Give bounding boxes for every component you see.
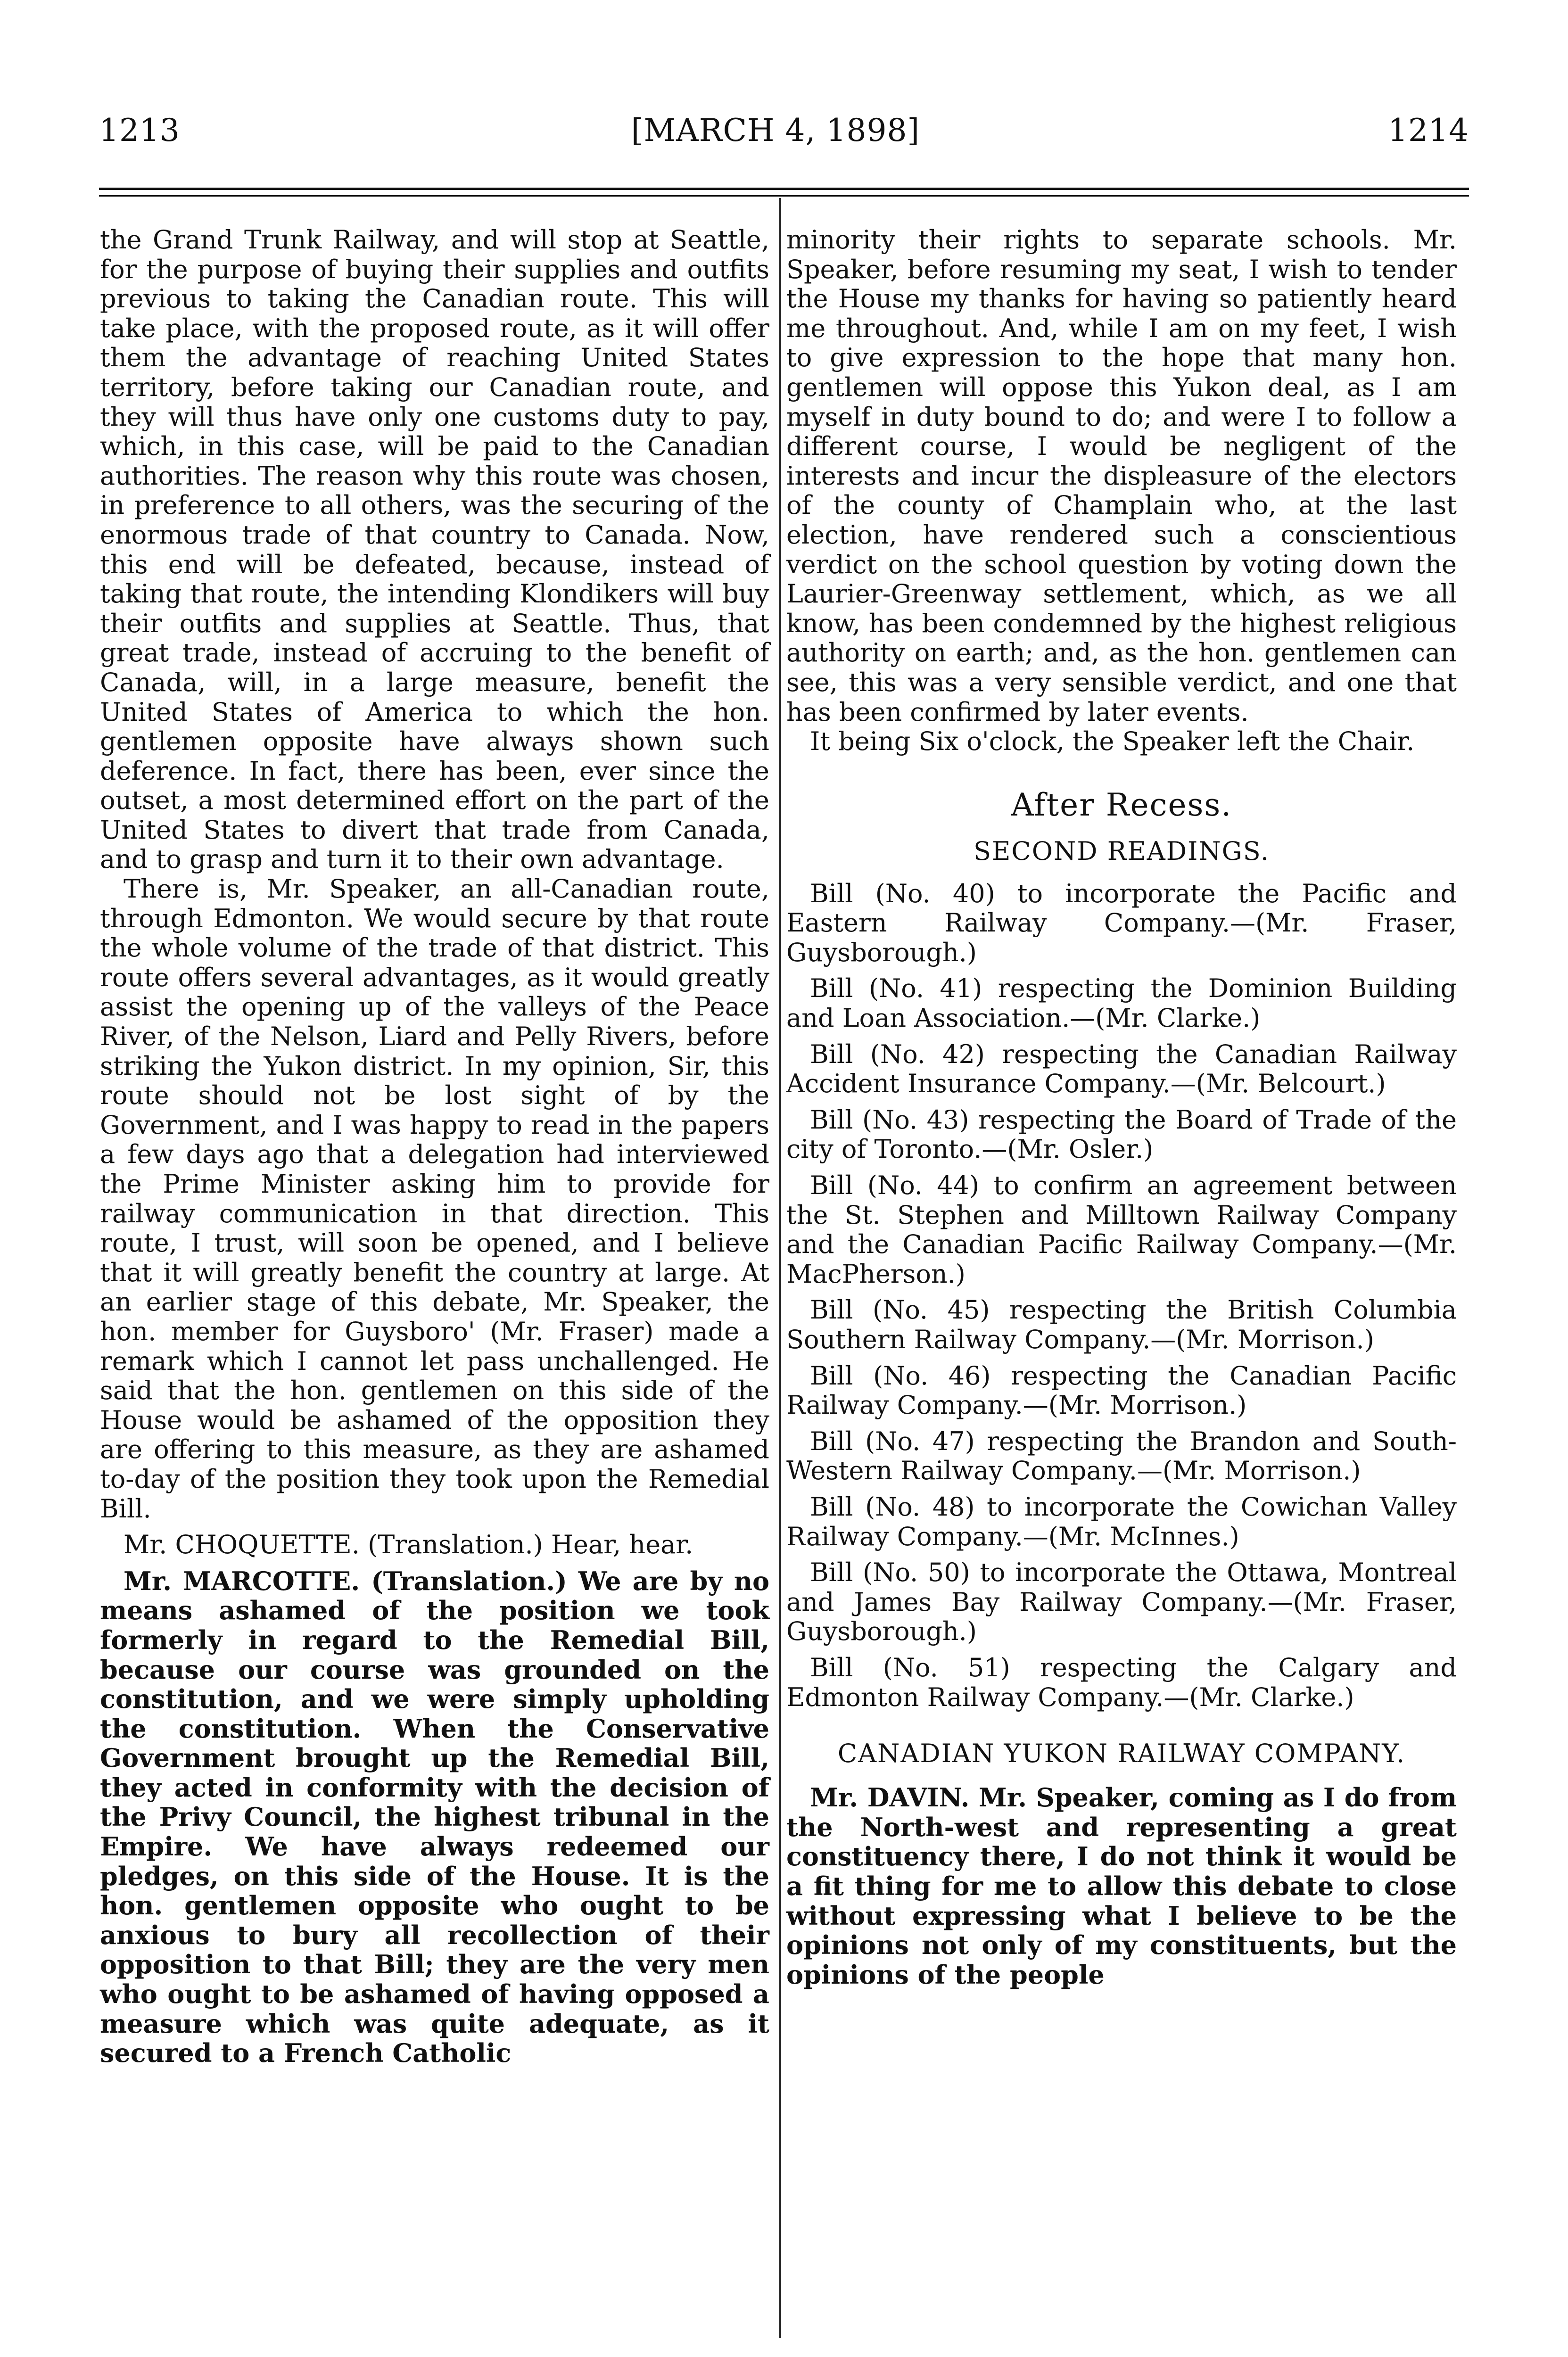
left-column [100, 225, 769, 2068]
bill-entry: Bill (No. 48) to incorporate the Cowichan Valley Railway Company.—(Mr. McInnes.) [786, 1492, 1457, 1551]
heading-after-recess: After Recess. [1011, 786, 1232, 823]
right-paragraph-1: minority their rights to separate schools. Mr. Speaker, before resuming my seat, I wish to tender the House my thanks for having so patiently heard me throughout. And, while I am on my feet, I wish to give expression to the hope that many hon. gentlemen will oppose this Yukon deal, as I am myself in duty bound to do; and were I to follow a different course, I would be negligent of the interests and incur the displeasure of the electors of the county of Champlain who, at the last election, have rendered such a conscientious verdict on the school question by voting down the Laurier-Greenway settlement, which, as we all know, has been condemned by the highest religious authority on earth; and, as the hon. gentlemen can see, this was a very sensible verdict, and one that has been confirmed by later events. [786, 225, 1457, 727]
right-column [786, 225, 1457, 1989]
bill-entry: Bill (No. 50) to incorporate the Ottawa, Montreal and James Bay Railway Company.—(Mr. Fraser, Guysborough.) [786, 1558, 1457, 1647]
speaker-left-chair: It being Six o'clock, the Speaker left the Chair. [810, 726, 1415, 757]
bill-entry: Bill (No. 47) respecting the Brandon and South-Western Railway Company.—(Mr. Morrison.) [786, 1426, 1457, 1486]
page-date-title: [MARCH 4, 1898] [631, 112, 920, 148]
bill-entry: Bill (No. 43) respecting the Board of Trade of the city of Toronto.—(Mr. Osler.) [786, 1104, 1457, 1164]
bill-entry: Bill (No. 45) respecting the British Columbia Southern Railway Company.—(Mr. Morrison.) [786, 1295, 1457, 1354]
page-number-right: 1214 [1388, 112, 1469, 148]
bill-entry: Bill (No. 44) to confirm an agreement between the St. Stephen and Milltown Railway Company and the Canadian Pacific Railway Company.—(Mr. MacPherson.) [786, 1170, 1457, 1289]
column-separator [779, 198, 781, 2338]
heading-second-readings: SECOND READINGS. [973, 836, 1270, 866]
bill-entry: Bill (No. 40) to incorporate the Pacific and Eastern Railway Company.—(Mr. Fraser, Guysborough.) [786, 878, 1457, 967]
speech-choquette: Mr. CHOQUETTE. (Translation.) Hear, hear. [124, 1530, 693, 1560]
speech-davin: Mr. DAVIN. Mr. Speaker, coming as I do from the North-west and representing a great constituency there, I do not think it would be a fit thing for me to allow this debate to close without expressing what I believe to be the opinions not only of my constituents, but the opinions of the people [786, 1782, 1457, 1990]
bill-entry: Bill (No. 46) respecting the Canadian Pacific Railway Company.—(Mr. Morrison.) [786, 1360, 1457, 1420]
speech-marcotte: Mr. MARCOTTE. (Translation.) We are by no means ashamed of the position we took formerly in regard to the Remedial Bill, because our course was grounded on the constitution, and we were simply upholding the constitution. When the Conservative Government brought up the Remedial Bill, they acted in conformity with the decision of the Privy Council, the highest tribunal in the Empire. We have always redeemed our pledges, on this side of the House. It is the hon. gentlemen opposite who ought to be anxious to bury all recollection of their opposition to that Bill; they are the very men who ought to be ashamed of having opposed a measure which was quite adequate, as it secured to a French Catholic [100, 1566, 769, 2069]
left-paragraph-2: There is, Mr. Speaker, an all-Canadian route, through Edmonton. We would secure by that route the whole volume of the trade of that district. This route offers several advantages, as it would greatly assist the opening up of the valleys of the Peace River, of the Nelson, Liard and Pelly Rivers, before striking the Yukon district. In my opinion, Sir, this route should not be lost sight of by the Government, and I was happy to read in the papers a few days ago that a delegation had interviewed the Prime Minister asking him to provide for railway communication in that direction. This route, I trust, will soon be opened, and I believe that it will greatly benefit the country at large. At an earlier stage of this debate, Mr. Speaker, the hon. member for Guysboro' (Mr. Fraser) made a remark which I cannot let pass unchallenged. He said that the hon. gentlemen on this side of the House would be ashamed of the opposition they are offering to this measure, as they are ashamed to-day of the position they took upon the Remedial Bill. [100, 874, 769, 1524]
bill-entry: Bill (No. 51) respecting the Calgary and Edmonton Railway Company.—(Mr. Clarke.) [786, 1652, 1457, 1712]
heading-canadian-yukon-railway: CANADIAN YUKON RAILWAY COMPANY. [837, 1739, 1406, 1769]
header-rule-bottom [99, 195, 1469, 197]
bill-entry: Bill (No. 41) respecting the Dominion Building and Loan Association.—(Mr. Clarke.) [786, 973, 1457, 1033]
page-number-left: 1213 [99, 112, 180, 148]
header-rule-top [99, 188, 1469, 190]
left-paragraph-1: the Grand Trunk Railway, and will stop at Seattle, for the purpose of buying their supplies and outfits previous to taking the Canadian route. This will take place, with the proposed route, as it will offer them the advantage of reaching United States territory, before taking our Canadian route, and they will thus have only one customs duty to pay, which, in this case, will be paid to the Canadian authorities. The reason why this route was chosen, in preference to all others, was the securing of the enormous trade of that country to Canada. Now, this end will be defeated, because, instead of taking that route, the intending Klondikers will buy their outfits and supplies at Seattle. Thus, that great trade, instead of accruing to the benefit of Canada, will, in a large measure, benefit the United States of America to which the hon. gentlemen opposite have always shown such deference. In fact, there has been, ever since the outset, a most determined effort on the part of the United States to divert that trade from Canada, and to grasp and turn it to their own advantage. [100, 225, 769, 874]
bill-entry: Bill (No. 42) respecting the Canadian Railway Accident Insurance Company.—(Mr. Belcourt.) [786, 1039, 1457, 1099]
